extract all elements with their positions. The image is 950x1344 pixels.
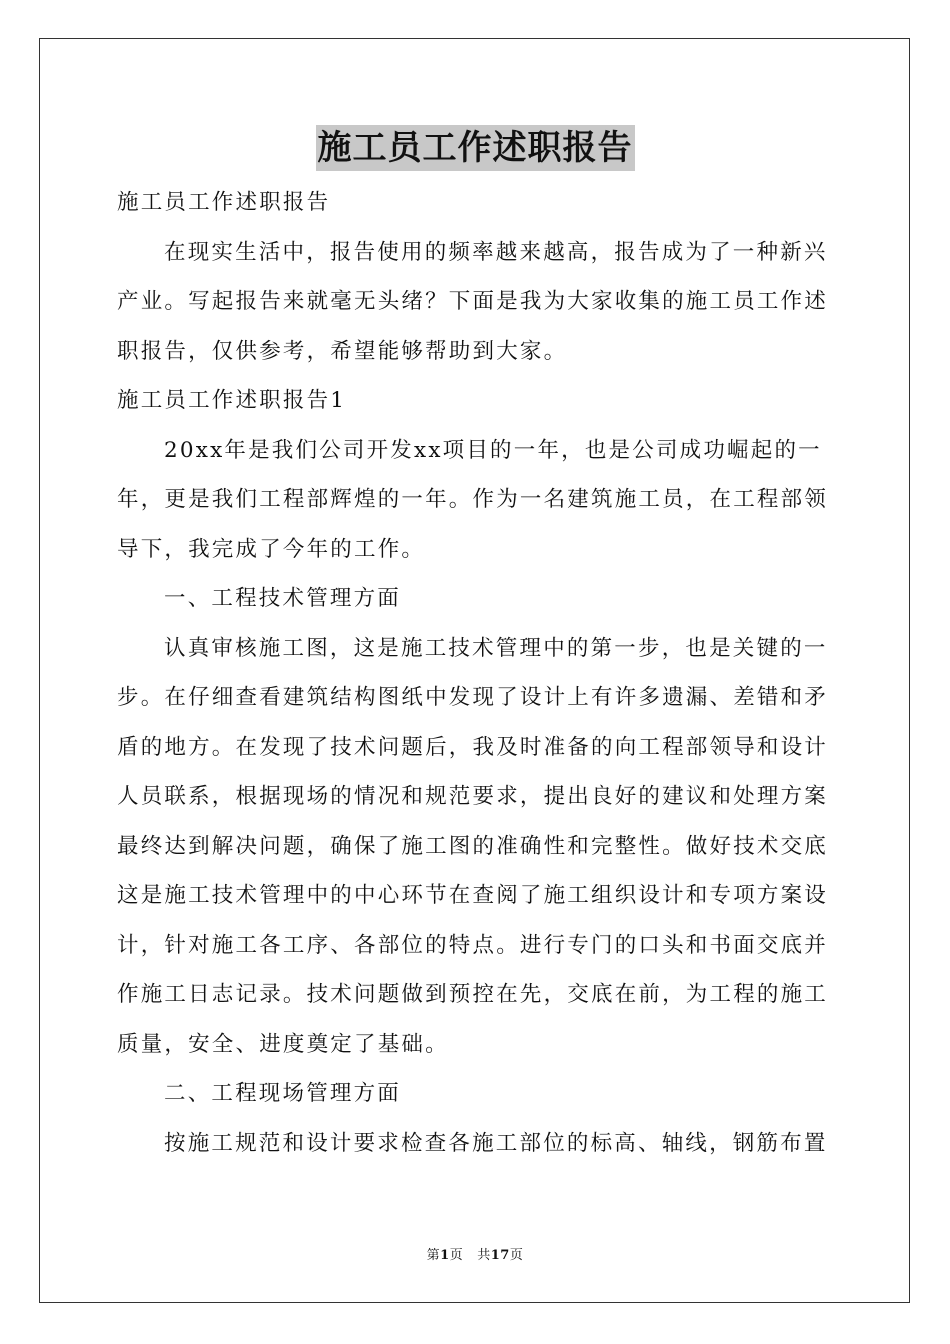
page-prefix: 第 xyxy=(426,1248,441,1263)
body-line: 在现实生活中，报告使用的频率越来越高，报告成为了一种新兴 xyxy=(164,239,828,265)
section-heading: 施工员工作述职报告1 xyxy=(117,388,347,413)
body-line: 产业。写起报告来就毫无头绪？下面是我为大家收集的施工员工作述 xyxy=(117,289,829,314)
page-suffix: 页 xyxy=(449,1248,464,1263)
body-line: 计，针对施工各工序、各部位的特点。进行专门的口头和书面交底并 xyxy=(117,932,829,958)
page-number: 1 xyxy=(440,1248,450,1263)
document-body xyxy=(117,178,835,1168)
body-line: 质量，安全、进度奠定了基础。 xyxy=(117,1031,449,1057)
body-line: 导下，我完成了今年的工作。 xyxy=(117,536,426,562)
body-line: 盾的地方。在发现了技术问题后，我及时准备的向工程部领导和设计 xyxy=(117,734,829,760)
title-block xyxy=(0,125,950,171)
body-line: 职报告，仅供参考，希望能够帮助到大家。 xyxy=(117,338,568,364)
subsection-heading: 二、工程现场管理方面 xyxy=(164,1081,402,1106)
page-footer xyxy=(0,1246,950,1266)
body-line: 这是施工技术管理中的中心环节在查阅了施工组织设计和专项方案设 xyxy=(117,883,829,908)
body-line: 年，更是我们工程部辉煌的一年。作为一名建筑施工员，在工程部领 xyxy=(117,487,829,512)
total-pages: 17 xyxy=(490,1248,510,1263)
body-line: 按施工规范和设计要求检查各施工部位的标高、轴线，钢筋布置 xyxy=(164,1130,828,1156)
body-line: 步。在仔细查看建筑结构图纸中发现了设计上有许多遗漏、差错和矛 xyxy=(117,685,829,710)
total-suffix: 页 xyxy=(509,1248,524,1263)
body-line: 施工员工作述职报告 xyxy=(117,190,331,215)
body-line: 人员联系，根据现场的情况和规范要求，提出良好的建议和处理方案 xyxy=(117,784,829,809)
body-line: 20xx年是我们公司开发xx项目的一年，也是公司成功崛起的一 xyxy=(164,437,822,463)
body-line: 认真审核施工图，这是施工技术管理中的第一步，也是关键的一 xyxy=(164,635,828,661)
document-title: 施工员工作述职报告 xyxy=(316,125,635,171)
body-line: 作施工日志记录。技术问题做到预控在先，交底在前，为工程的施工 xyxy=(117,982,829,1007)
subsection-heading: 一、工程技术管理方面 xyxy=(164,586,402,611)
total-prefix: 共 xyxy=(477,1248,491,1263)
body-line: 最终达到解决问题，确保了施工图的准确性和完整性。做好技术交底 xyxy=(117,833,829,859)
